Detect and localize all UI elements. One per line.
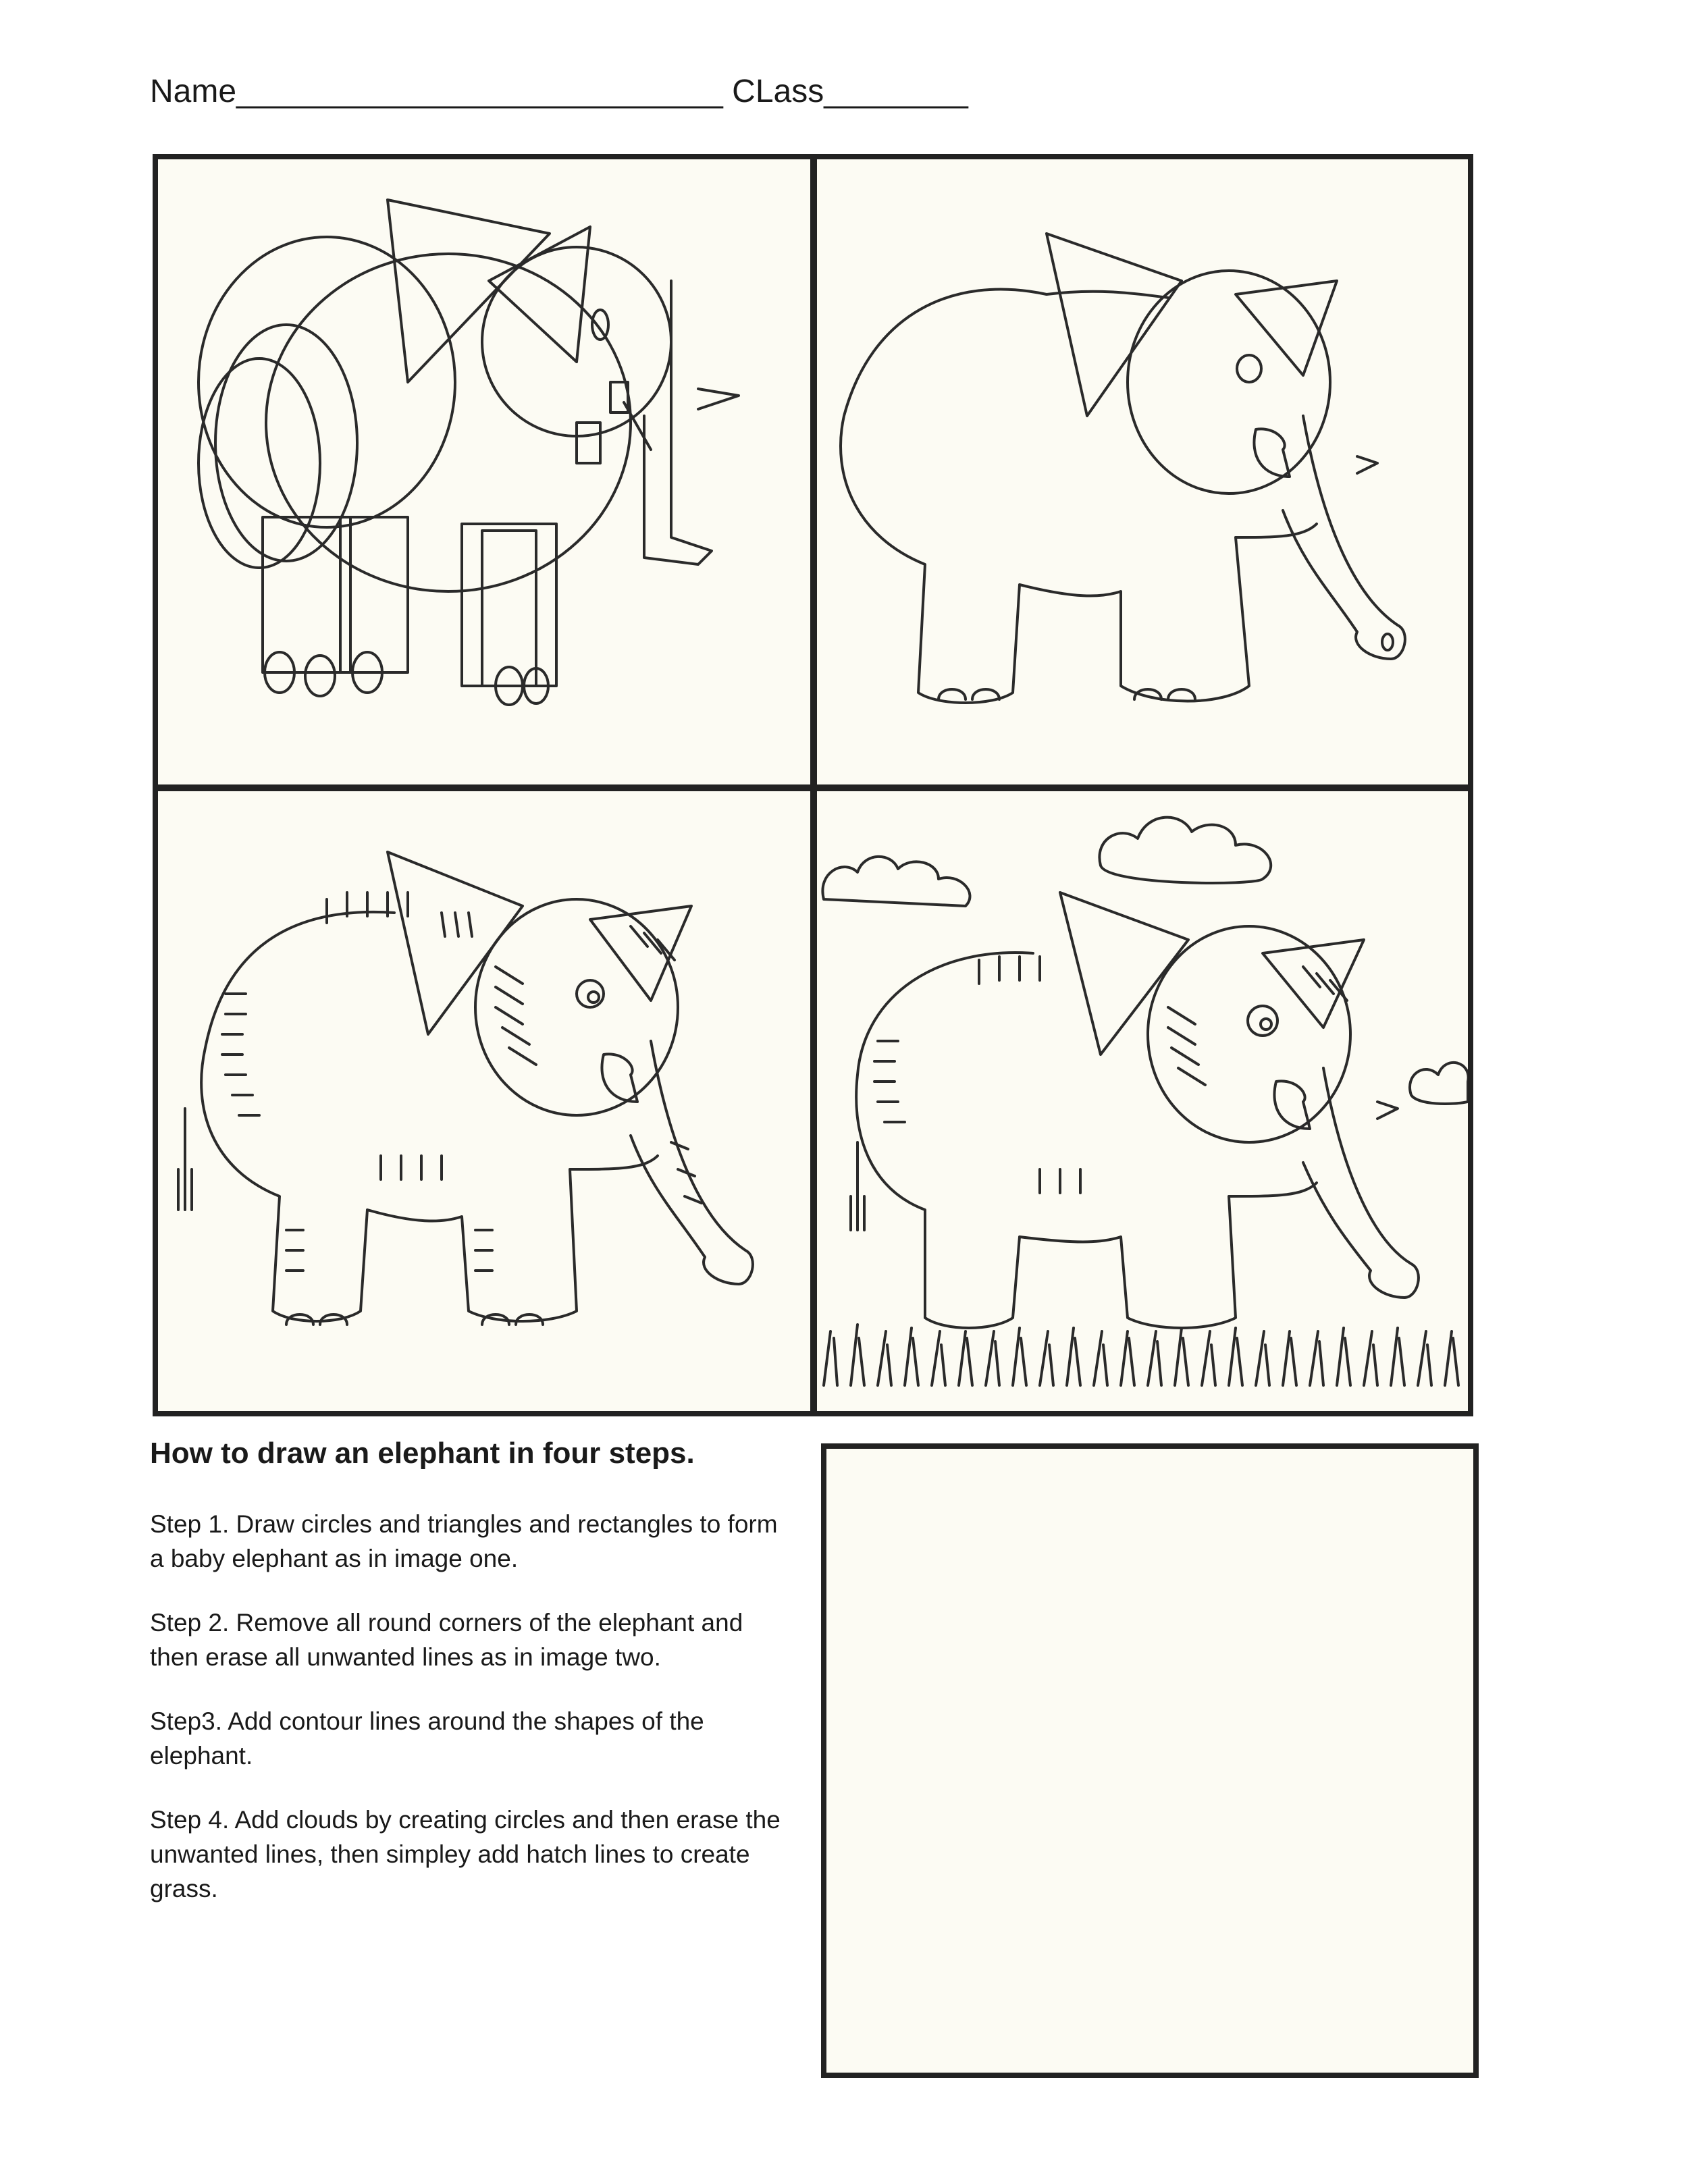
step-2-image [817, 159, 1468, 784]
elephant-clouds-grass-drawing [817, 791, 1468, 1411]
step-1-text: Step 1. Draw circles and triangles and rectangles to form a baby elephant as in image one. [150, 1510, 778, 1572]
cloud-right [1410, 1063, 1468, 1104]
step-images-grid [153, 154, 1473, 1416]
elephant-shapes-drawing [158, 159, 810, 784]
name-class-header [150, 73, 968, 110]
step-3-text: Step3. Add contour lines around the shapes of the elephant. [150, 1707, 704, 1769]
instructions-steps [150, 1507, 798, 1936]
step-2-text: Step 2. Remove all round corners of the elephant and then erase all unwanted lines as in image two. [150, 1609, 743, 1671]
step-1-image [158, 159, 810, 784]
elephant-contour-drawing [158, 791, 810, 1411]
cloud-left [822, 857, 970, 906]
step-4-text: Step 4. Add clouds by creating circles and then erase the unwanted lines, then simpley add hatch lines to create grass. [150, 1806, 781, 1902]
drawing-practice-box[interactable] [821, 1443, 1479, 2078]
instructions-title: How to draw an elephant in four steps. [150, 1437, 695, 1470]
name-label: Name [150, 74, 237, 109]
class-line[interactable]: ________ [824, 74, 968, 109]
elephant-outline-drawing [817, 159, 1468, 784]
class-label: CLass [722, 74, 824, 109]
step-4-image [817, 791, 1468, 1411]
step-3-image [158, 791, 810, 1411]
grass-hatch-lines [824, 1325, 1458, 1385]
cloud-top [1099, 818, 1271, 883]
name-line[interactable]: ___________________________ [236, 74, 723, 109]
